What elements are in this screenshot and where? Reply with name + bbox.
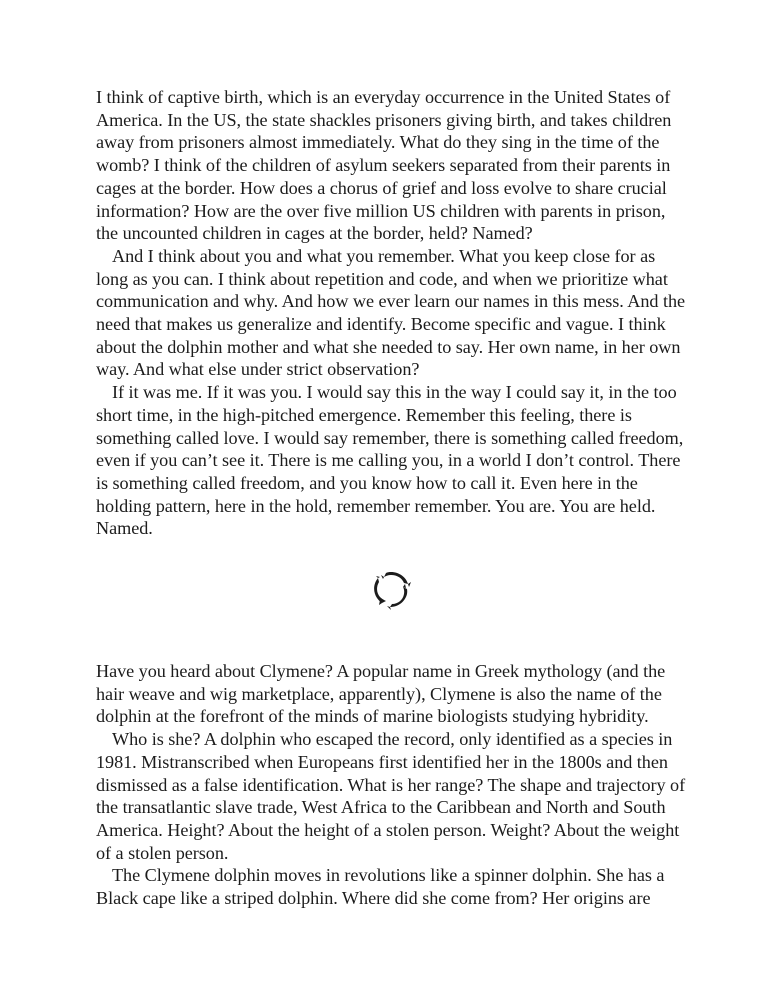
paragraph-clymene-intro: Have you heard about Clymene? A popular name in Greek mythology (and the hair weave and wig marketplace, apparently), Clymene is also the name of the dolphin at the forefront of the minds of marine biologists studying hybridity.: [96, 661, 666, 727]
paragraph-who-is-she: Who is she? A dolphin who escaped the record, only identified as a species in 1981. Mistranscribed when Europeans first identified her in the 1800s and then dismissed as a false identification. What is her range? The shape and trajectory of the transatlantic slave trade, West Africa to the Caribbean and North and South America. Height? About the height of a stolen person. Weight? About the weight of a stolen person.: [96, 729, 686, 863]
dolphin-circle-icon: [369, 568, 413, 612]
paragraph-clymene-revolutions: The Clymene dolphin moves in revolutions like a spinner dolphin. She has a Black cape like a striped dolphin. Where did she come from? Her origins are: [96, 865, 665, 909]
book-page: [96, 86, 686, 910]
paragraph-captive-birth: I think of captive birth, which is an everyday occurrence in the United States of America. In the US, the state shackles prisoners giving birth, and takes children away from prisoners almost immediately. What do they sing in the time of the womb? I think of the children of asylum seekers separated from their parents in cages at the border. How does a chorus of grief and loss evolve to share crucial information? How are the over five million US children with parents in prison, the uncounted children in cages at the border, held? Named?: [96, 87, 672, 244]
paragraph-remember: And I think about you and what you remember. What you keep close for as long as you can. I think about repetition and code, and when we prioritize what communication and why. And how we ever learn our names in this mess. And the need that makes us generalize and identify. Become specific and vague. I think about the dolphin mother and what she needed to say. Her own name, in her own way. And what else under strict observation?: [96, 245, 686, 380]
section-gap: [96, 612, 686, 660]
paragraph-if-it-was-me: If it was me. If it was you. I would say this in the way I could say it, in the too short time, in the high-pitched emergence. Remember this feeling, there is something called love. I would say remember, there is something called freedom, even if you can’t see it. There is me calling you, in a world I don’t control. There is something called freedom, and you know how to call it. Even here in the holding pattern, here in the hold, remember remember. You are. You are held. Named.: [96, 382, 684, 539]
